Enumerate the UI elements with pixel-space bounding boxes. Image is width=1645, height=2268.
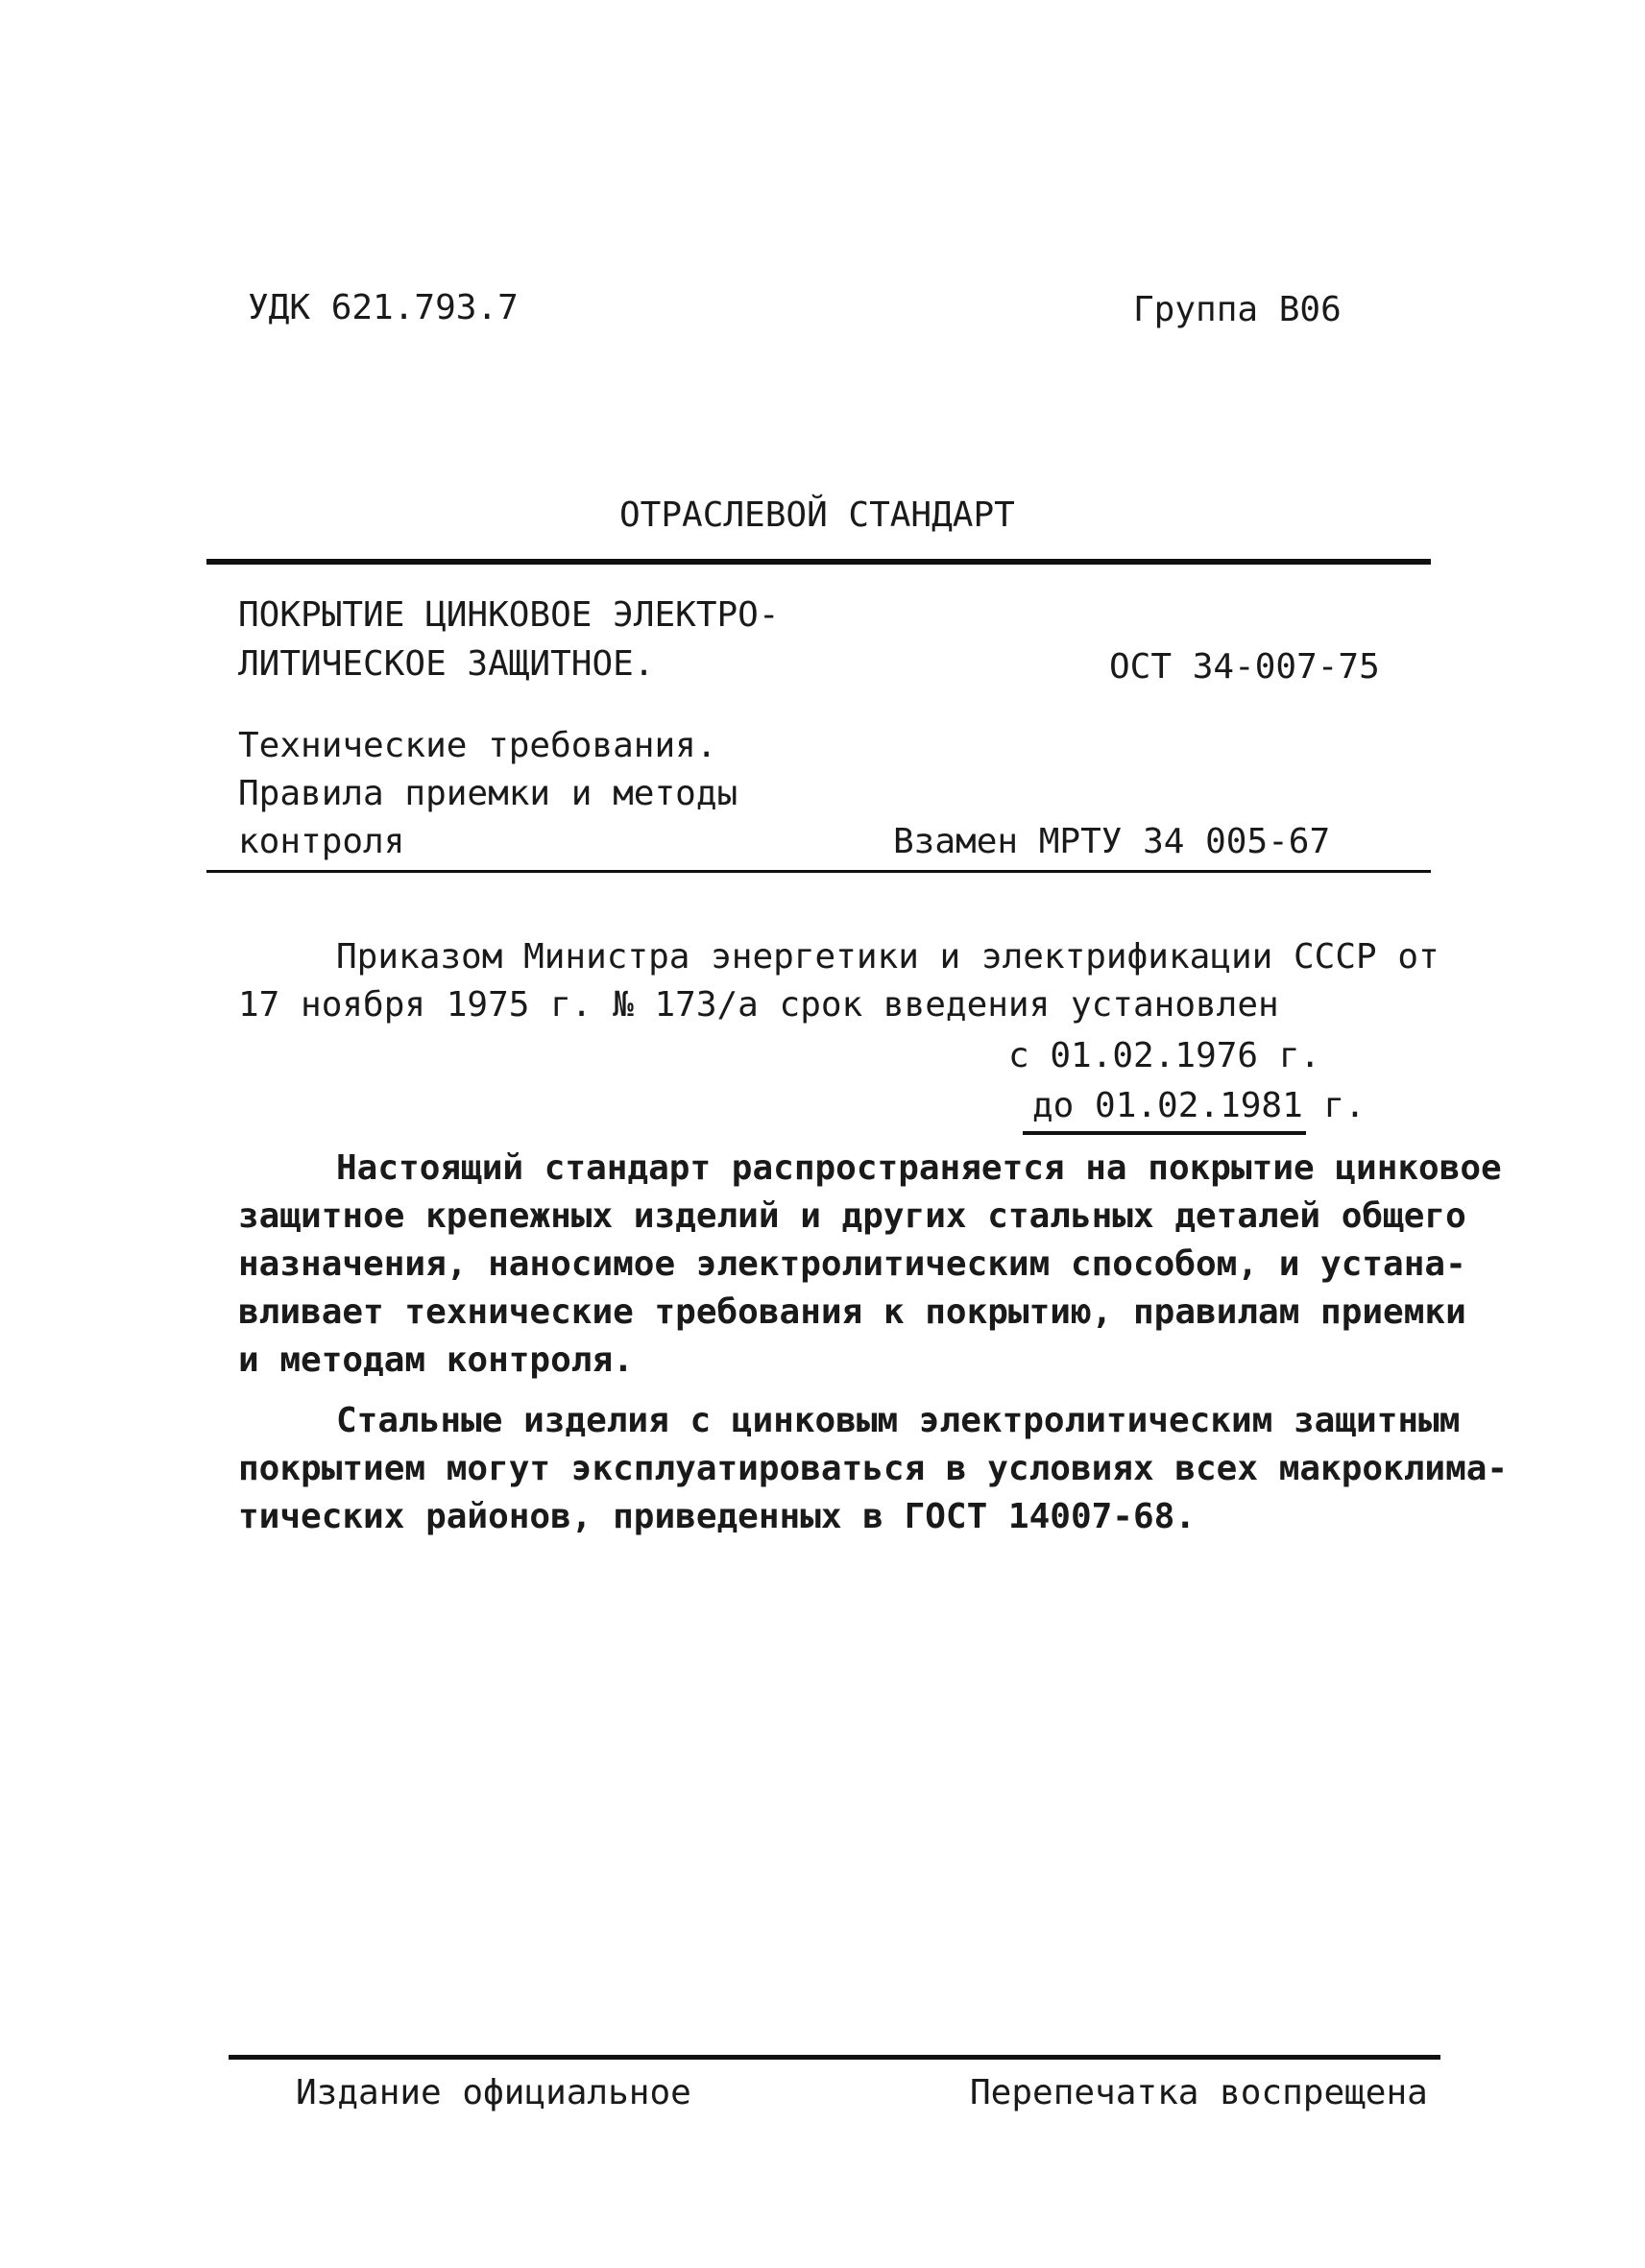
group-code: Группа В06 [1133,290,1342,329]
scope-line: защитное крепежных изделий и других стальных деталей общего [238,1196,1466,1236]
top-rule [206,559,1431,565]
scope-paragraph [238,1145,1502,1385]
climate-paragraph [238,1397,1508,1541]
climate-line: тических районов, приведенных в ГОСТ 14007-68. [238,1497,1196,1536]
doc-subtitle-line3: контроля [238,822,405,861]
scope-line: Настоящий стандарт распространяется на покрытие цинковое [336,1148,1502,1188]
document-type-title: ОТРАСЛЕВОЙ СТАНДАРТ [619,495,1015,535]
footer-rule [229,2055,1440,2060]
effective-to-underline [1023,1131,1306,1135]
scope-line: вливает технические требования к покрытию, правилам приемки [238,1292,1466,1332]
doc-name-line1: ПОКРЫТИЕ ЦИНКОВОЕ ЭЛЕКТРО- [238,595,780,635]
footer-reprint-note: Перепечатка воспрещена [970,2073,1428,2112]
doc-subtitle-line1: Технические требования. [238,726,717,765]
doc-name-line2: ЛИТИЧЕСКОЕ ЗАЩИТНОЕ. [238,644,655,684]
header-bottom-rule [206,870,1431,873]
climate-line: Стальные изделия с цинковым электролитическим защитным [336,1401,1461,1440]
scope-line: назначения, наносимое электролитическим способом, и устана- [238,1244,1466,1284]
doc-subtitle-line2: Правила приемки и методы [238,774,738,813]
order-line1: Приказом Министра энергетики и электрификации СССР от [336,937,1439,977]
scope-line: и методам контроля. [238,1340,634,1380]
effective-from: с 01.02.1976 г. [1008,1036,1321,1075]
footer-edition: Издание официальное [296,2073,691,2112]
climate-line: покрытием могут эксплуатироваться в условиях всех макроклима- [238,1449,1509,1488]
udk-code: УДК 621.793.7 [248,288,519,327]
doc-code: ОСТ 34-007-75 [1109,647,1380,687]
order-line2: 17 ноября 1975 г. № 173/а срок введения установлен [238,985,1279,1025]
replaces-note: Взамен МРТУ 34 005-67 [893,822,1331,861]
effective-to: до 01.02.1981 г. [1032,1086,1366,1125]
